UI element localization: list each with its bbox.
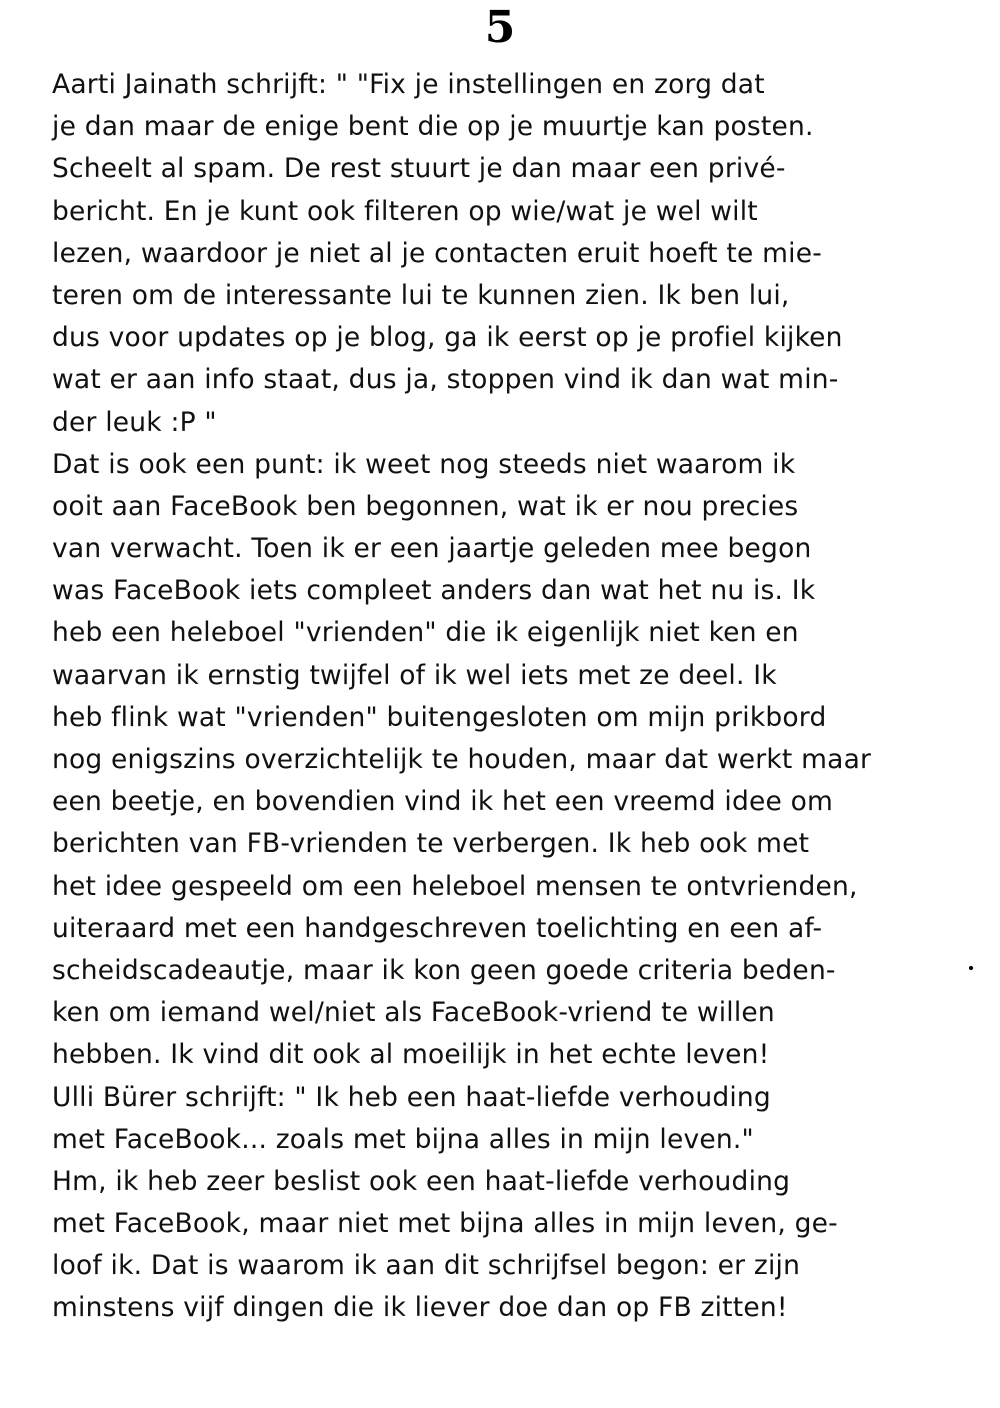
text-line: berichten van FB-vrienden te verbergen. Ik heb ook met xyxy=(52,828,810,860)
text-line: nog enigszins overzichtelijk te houden, maar dat werkt maar xyxy=(52,744,872,775)
text-line: wat er aan info staat, dus ja, stoppen vind ik dan wat min- xyxy=(52,364,839,396)
ink-dot xyxy=(969,966,973,970)
text-line: dus voor updates op je blog, ga ik eerst op je profiel kijken xyxy=(52,322,843,354)
text-line: Scheelt al spam. De rest stuurt je dan maar een privé- xyxy=(52,153,786,185)
handwritten-text-block xyxy=(52,64,982,1330)
text-line: der leuk :P " xyxy=(52,406,217,438)
text-line: ken om iemand wel/niet als FaceBook-vriend te willen xyxy=(52,997,775,1029)
text-line: scheidscadeautje, maar ik kon geen goede criteria beden- xyxy=(52,954,836,986)
text-line: met FaceBook, maar niet met bijna alles in mijn leven, ge- xyxy=(52,1208,838,1240)
text-line: lezen, waardoor je niet al je contacten eruit hoeft te mie- xyxy=(52,237,822,269)
text-line: heb een heleboel "vrienden" die ik eigenlijk niet ken en xyxy=(52,617,799,649)
text-line: Ulli Bürer schrijft: " Ik heb een haat-liefde verhouding xyxy=(52,1081,771,1113)
text-line: Hm, ik heb zeer beslist ook een haat-liefde verhouding xyxy=(52,1165,791,1197)
text-line: hebben. Ik vind dit ook al moeilijk in het echte leven! xyxy=(52,1039,770,1071)
text-line: bericht. En je kunt ook filteren op wie/wat je wel wilt xyxy=(52,195,758,227)
text-line: Dat is ook een punt: ik weet nog steeds niet waarom ik xyxy=(52,448,796,480)
page-number: 5 xyxy=(484,2,516,53)
text-line: je dan maar de enige bent die op je muurtje kan posten. xyxy=(52,111,814,143)
text-line: heb flink wat "vrienden" buitengesloten om mijn prikbord xyxy=(52,701,827,733)
text-line: uiteraard met een handgeschreven toelichting en een af- xyxy=(52,912,823,944)
text-line: met FaceBook... zoals met bijna alles in mijn leven." xyxy=(52,1123,754,1155)
text-line: teren om de interessante lui te kunnen zien. Ik ben lui, xyxy=(52,279,790,311)
text-line: het idee gespeeld om een heleboel mensen te ontvrienden, xyxy=(52,870,858,902)
text-line: minstens vijf dingen die ik liever doe dan op FB zitten! xyxy=(52,1292,788,1324)
text-line: loof ik. Dat is waarom ik aan dit schrijfsel begon: er zijn xyxy=(52,1250,801,1282)
text-line: een beetje, en bovendien vind ik het een vreemd idee om xyxy=(52,786,834,818)
text-line: was FaceBook iets compleet anders dan wat het nu is. Ik xyxy=(52,575,816,607)
text-line: ooit aan FaceBook ben begonnen, wat ik er nou precies xyxy=(52,490,799,522)
text-line: van verwacht. Toen ik er een jaartje geleden mee begon xyxy=(52,533,812,565)
text-line: waarvan ik ernstig twijfel of ik wel iets met ze deel. Ik xyxy=(52,659,777,691)
text-line: Aarti Jainath schrijft: " "Fix je instellingen en zorg dat xyxy=(52,69,765,100)
